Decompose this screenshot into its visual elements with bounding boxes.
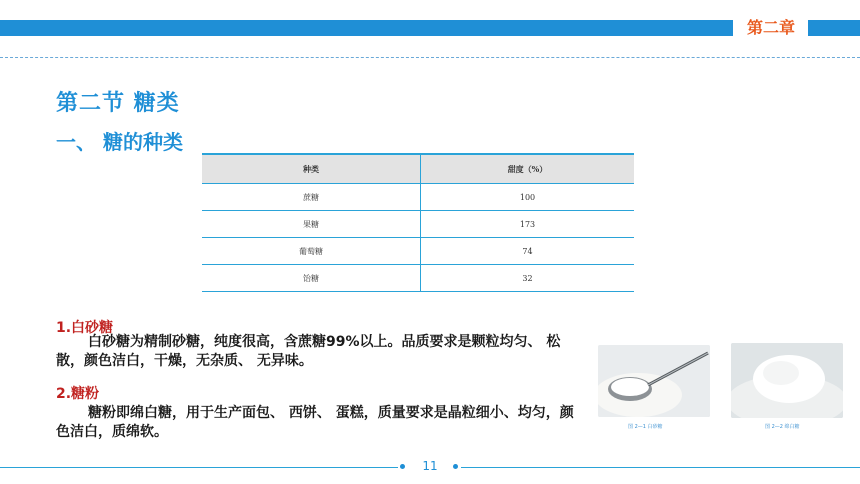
table-cell-sweetness: 173	[421, 211, 635, 238]
table-row	[202, 265, 634, 292]
table-row	[202, 211, 634, 238]
table-cell-sweetness: 100	[421, 184, 635, 211]
item-text-powdered-sugar: 糖粉即绵白糖，用于生产面包、 西饼、 蛋糕，质量要求是晶粒细小、均匀，颜色洁白，质绵软。	[56, 405, 574, 440]
figure-caption-white-sugar: 图 2—1 白砂糖	[628, 424, 663, 430]
subsection-title: 一、 糖的种类	[56, 130, 183, 154]
table-cell-type: 葡萄糖	[202, 238, 421, 265]
page-number: 11	[422, 459, 438, 473]
footer-dot-left	[400, 464, 405, 469]
header-divider	[0, 57, 860, 58]
item-text-white-sugar: 白砂糖为精制砂糖，纯度很高，含蔗糖99%以上。品质要求是颗粒均匀、 松散，颜色洁白，干燥，无杂质、 无异味。	[56, 334, 561, 369]
sweetness-table	[202, 153, 634, 292]
figure-caption-powdered-sugar: 图 2—2 绵白糖	[765, 424, 800, 430]
table-cell-sweetness: 32	[421, 265, 635, 292]
footer-line-left	[0, 467, 398, 468]
footer-line-right	[461, 467, 860, 468]
table-cell-type: 饴糖	[202, 265, 421, 292]
footer-dot-right	[453, 464, 458, 469]
table-row	[202, 184, 634, 211]
item-heading-powdered-sugar: 2.糖粉	[56, 386, 100, 402]
table-cell-type: 蔗糖	[202, 184, 421, 211]
table-header-sweetness: 甜度（%）	[421, 154, 635, 184]
table-cell-type: 果糖	[202, 211, 421, 238]
section-title: 第二节 糖类	[56, 91, 180, 116]
white-sugar-photo	[598, 345, 710, 417]
powdered-sugar-photo	[731, 343, 843, 418]
table-cell-sweetness: 74	[421, 238, 635, 265]
item-heading-white-sugar: 1.白砂糖	[56, 320, 114, 336]
table-header-row	[202, 154, 634, 184]
table-row	[202, 238, 634, 265]
chapter-label: 第二章	[746, 18, 795, 37]
table-header-type: 种类	[202, 154, 421, 184]
header-bar	[0, 20, 733, 36]
header-bar-right	[808, 20, 860, 36]
